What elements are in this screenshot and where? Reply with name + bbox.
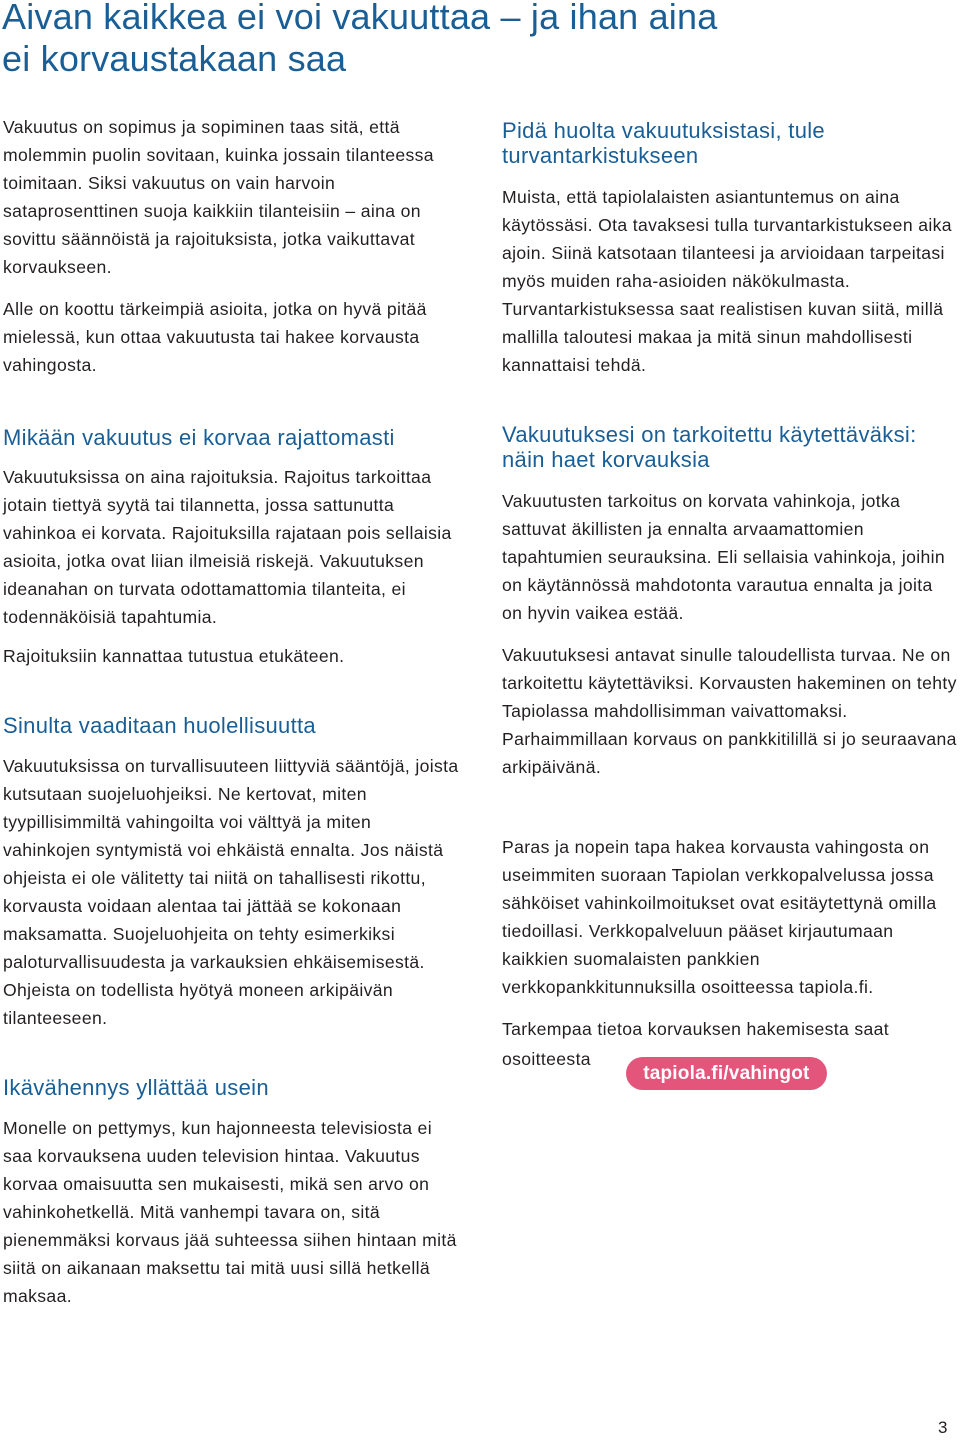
intro-paragraph-1: Vakuutus on sopimus ja sopiminen taas sitä, että molemmin puolin sovitaan, kuinka jossain tilanteessa toimitaan. Siksi vakuutus on vain harvoin sataprosenttinen suoja kaikkiin tilanteisiin – aina on sovittu säännöistä ja rajoituksista, jotka vaikuttavat korvaukseen. [3, 117, 434, 277]
limits-paragraph-1: Vakuutuksissa on aina rajoituksia. Rajoitus tarkoittaa jotain tiettyä syytä tai tilannetta, jossa sattunutta vahinkoa ei korvata. Rajoituksilla rajataan pois sellaisia asioita, jotka ovat liian ilmeisiä riskejä. Vakuutuksen ideanahan on turvata odottamattomia tilanteita, ei todennäköisiä tapahtumia. [3, 467, 452, 627]
checkup-paragraph-1: Muista, että tapiolalaisten asiantuntemus on aina käytössäsi. Ota tavaksesi tulla turvantarkistukseen aika ajoin. Siinä katsotaan tilanteesi ja arvioidaan tarpeitasi myös muiden raha-asioiden näkökulmasta. Turvantarkistuksessa saat realistisen kuvan siitä, millä mallilla taloutesi makaa ja mitä sinun mahdollisesti kannattaisi tehdä. [502, 187, 952, 375]
section-title-care: Sinulta vaaditaan huolellisuutta [3, 713, 316, 738]
section-title-age-deduction: Ikävähennys yllättää usein [3, 1075, 269, 1100]
section-title-checkup: Pidä huolta vakuutuksistasi, tule turvantarkistukseen [502, 118, 825, 168]
page-title-line-1: Aivan kaikkea ei voi vakuuttaa – ja ihan aina [2, 0, 718, 37]
intro-paragraph-2: Alle on koottu tärkeimpiä asioita, jotka on hyvä pitää mielessä, kun ottaa vakuutusta tai hakee korvausta vahingosta. [3, 299, 427, 375]
page-title [2, 0, 942, 80]
section-title-claims: Vakuutuksesi on tarkoitettu käytettäväksi: näin haet korvauksia [502, 422, 917, 472]
left-column [3, 113, 459, 1310]
age-deduction-paragraph-1: Monelle on pettymys, kun hajonneesta televisiosta ei saa korvauksena uuden television hintaa. Vakuutus korvaa omaisuutta sen mukaisesti, mikä sen arvo on vahinkohetkellä. Mitä vanhempi tavara on, sitä pienemmäksi korvaus jää suhteessa siihen hintaan mitä siitä on aikanaan maksettu tai mitä uusi sillä hetkellä maksaa. [3, 1118, 457, 1306]
right-column [502, 113, 958, 1084]
page-number: 3 [938, 1418, 948, 1437]
claims-paragraph-4 [502, 1015, 958, 1084]
claims-paragraph-3: Paras ja nopein tapa hakea korvausta vahingosta on useimmiten suoraan Tapiolan verkkopalvelussa jossa sähköiset vahinkoilmoitukset ovat esitäytettynä omilla tiedoillasi. Verkkopalveluun pääset kirjautumaan kaikkien suomalaisten pankkien verkkopankkitunnuksilla osoitteessa tapiola.fi. [502, 837, 937, 997]
section-title-limits: Mikään vakuutus ei korvaa rajattomasti [3, 425, 395, 450]
claims-paragraph-2: Vakuutuksesi antavat sinulle taloudellista turvaa. Ne on tarkoitettu käytettäviksi. Korvausten hakeminen on tehty Tapiolassa mahdollisimman vaivattomaksi. Parhaimmillaan korvaus on pankkitilillä si jo seuraavana arkipäivänä. [502, 645, 957, 777]
claims-link-intro: Tarkempaa tietoa korvauksen hakemisesta saat osoitteesta [502, 1019, 890, 1069]
care-paragraph-1: Vakuutuksissa on turvallisuuteen liittyviä sääntöjä, joista kutsutaan suojeluohjeiksi. Ne kertovat, miten tyypillisimmiltä vahingoilta voi välttyä ja miten vahinkojen syntymistä voi ehkäistä ennalta. Jos näistä ohjeista ei ole välitetty tai niitä on tahallisesti rikottu, korvausta voidaan alentaa tai jättää se kokonaan maksamatta. Suojeluohjeita on tehty esimerkiksi paloturvallisuudesta ja varkauksien ehkäisemisestä. Ohjeista on todellista hyötyä moneen arkipäivän tilanteeseen. [3, 756, 459, 1028]
tapiola-vahingot-link[interactable]: tapiola.fi/vahingot [626, 1057, 826, 1090]
page-title-line-2: ei korvaustakaan saa [2, 38, 347, 79]
limits-paragraph-2: Rajoituksiin kannattaa tutustua etukäteen. [3, 646, 345, 666]
claims-paragraph-1: Vakuutusten tarkoitus on korvata vahinkoja, jotka sattuvat äkillisten ja ennalta arvaamattomien tapahtumien seurauksina. Eli sellaisia vahinkoja, joihin on käytännössä mahdotonta varautua ennalta ja joita on hyvin vaikea estää. [502, 491, 946, 623]
